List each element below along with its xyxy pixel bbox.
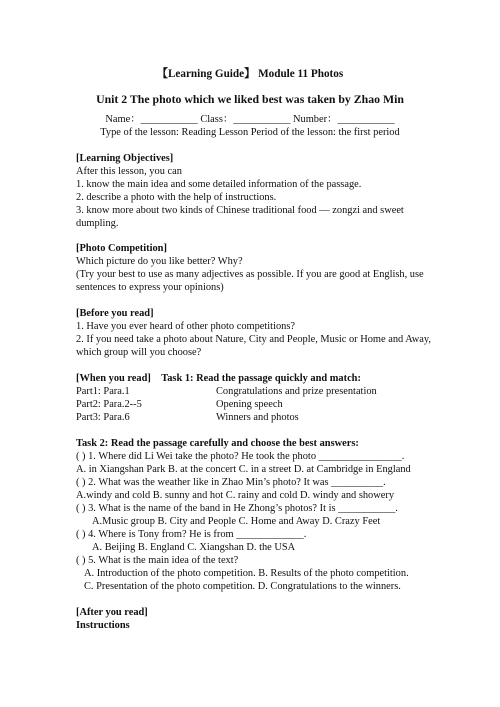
before-question-continued: which group will you choose? xyxy=(76,347,202,358)
question-1: ( ) 1. Where did Li Wei take the photo? He took the photo ________________. xyxy=(76,451,405,462)
page-subtitle: Unit 2 The photo which we liked best was taken by Zhao Min xyxy=(96,92,404,106)
objectives-intro: After this lesson, you can xyxy=(76,166,182,177)
match-label: Opening speech xyxy=(216,399,283,410)
page-title: 【Learning Guide】 Module 11 Photos xyxy=(156,68,344,80)
match-label: Winners and photos xyxy=(216,412,299,423)
question-5-options: C. Presentation of the photo competition. D. Congratulations to the winners. xyxy=(84,581,401,592)
question-3: ( ) 3. What is the name of the band in He Zhong’s photos? It is ___________. xyxy=(76,503,398,514)
question-4: ( ) 4. Where is Tony from? He is from _____________. xyxy=(76,529,307,540)
before-question: 1. Have you ever heard of other photo competitions? xyxy=(76,321,295,332)
question-3-options: A.Music group B. City and People C. Home and Away D. Crazy Feet xyxy=(92,516,381,527)
before-heading: [Before you read] xyxy=(76,308,154,319)
instructions-heading: Instructions xyxy=(76,620,130,631)
student-info-line: Name：___________ Class：___________ Number：___________ xyxy=(105,114,395,125)
when-heading xyxy=(76,373,361,385)
question-5-options: A. Introduction of the photo competition. B. Results of the photo competition. xyxy=(84,568,409,579)
competition-note-continued: sentences to express your opinions) xyxy=(76,282,224,293)
before-question: 2. If you need take a photo about Nature, City and People, Music or Home and Away, xyxy=(76,334,432,345)
after-heading: [After you read] xyxy=(76,607,148,618)
task2-heading: Task 2: Read the passage carefully and choose the best answers: xyxy=(76,438,359,449)
task1-heading: Task 1: Read the passage quickly and match: xyxy=(161,373,361,384)
part-label: Part3: Para.6 xyxy=(76,412,130,423)
competition-question: Which picture do you like better? Why? xyxy=(76,256,243,267)
question-2-options: A.windy and cold B. sunny and hot C. rainy and cold D. windy and showery xyxy=(76,490,395,501)
objective-item: 3. know more about two kinds of Chinese traditional food — zongzi and sweet xyxy=(76,205,404,216)
part-label: Part1: Para.1 xyxy=(76,386,130,397)
objective-item-continued: dumpling. xyxy=(76,218,119,229)
question-1-options: A. in Xiangshan Park B. at the concert C. in a street D. at Cambridge in England xyxy=(76,464,411,475)
objectives-heading: [Learning Objectives] xyxy=(76,153,174,164)
objective-item: 1. know the main idea and some detailed information of the passage. xyxy=(76,179,362,190)
match-label: Congratulations and prize presentation xyxy=(216,386,377,397)
lesson-info-line: Type of the lesson: Reading Lesson Period of the lesson: the first period xyxy=(100,127,400,138)
objective-item: 2. describe a photo with the help of instructions. xyxy=(76,192,277,203)
part-label: Part2: Para.2--5 xyxy=(76,399,142,410)
when-heading-label: [When you read] xyxy=(76,373,151,384)
competition-heading: [Photo Competition] xyxy=(76,243,167,254)
question-5: ( ) 5. What is the main idea of the text? xyxy=(76,555,239,566)
competition-note: (Try your best to use as many adjectives as possible. If you are good at English, use xyxy=(76,269,424,280)
question-2: ( ) 2. What was the weather like in Zhao Min’s photo? It was __________. xyxy=(76,477,386,488)
question-4-options: A. Beijing B. England C. Xiangshan D. the USA xyxy=(92,542,296,553)
